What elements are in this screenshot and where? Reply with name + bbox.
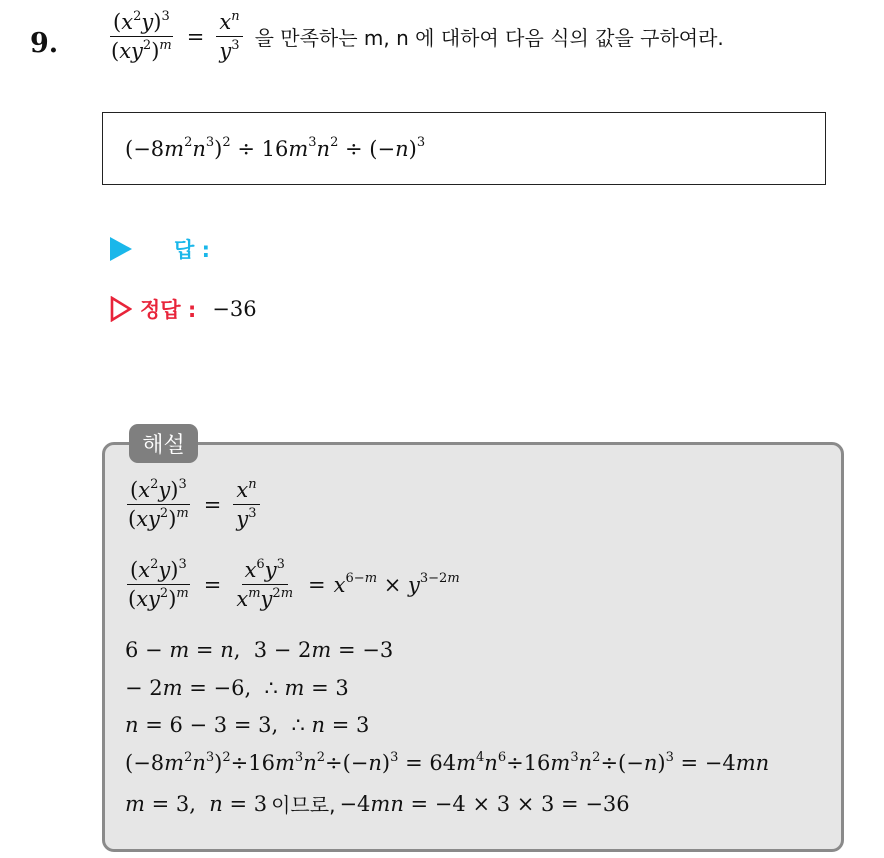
expression-text: $(-8m^2n^3)^2 \div 16m^3n^2 \div (-n)^3$ [125, 135, 426, 161]
solution-tab-label: 해설 [129, 424, 198, 463]
solution-line-2: $\frac{(x^2y)^3}{(xy^2)^m}$ = $\frac{x^6y^3}{x^my^{2m}}$ = $x^{6-m} \times y^{3-2m}$ [128, 556, 460, 612]
answer-row [110, 234, 210, 264]
solution-line-6: $(-8m^2n^3)^2\div 16m^3n^2\div(-n)^3 = 64m^4n^6\div 16m^3n^2\div(-n)^3 = -4mn$ [125, 749, 770, 775]
solution-line-5: n = 6 − 3 = 3, ∴ n = 3 [125, 713, 370, 737]
solution-line-1: $\frac{(x^2y)^3}{(xy^2)^m}$ = $\frac{x^n}{y^3}$ [125, 478, 264, 531]
condition-lhs-fraction: $\frac{(x^2y)^3}{(xy^2)^m}$ [111, 8, 172, 64]
correct-answer-row [110, 294, 257, 324]
correct-answer-value: −36 [212, 297, 257, 321]
solution-line-3: 6 − m = n, 3 − 2m = −3 [125, 638, 394, 662]
play-triangle-icon [110, 237, 132, 261]
answer-label: 답 : [174, 238, 210, 262]
solution-line-4: − 2m = −6, ∴ m = 3 [125, 676, 349, 700]
expression-box [102, 112, 826, 185]
question-text: 을 만족하는 m, n 에 대하여 다음 식의 값을 구하여라. [254, 26, 724, 51]
condition-rhs-fraction: $\frac{x^n}{y^3}$ [216, 10, 242, 63]
correct-answer-label: 정답 : [140, 298, 197, 322]
question-number: 9. [30, 28, 59, 59]
outline-triangle-icon [110, 296, 132, 322]
question-condition: $\frac{(x^2y)^3}{(xy^2)^m}$ = $\frac{x^n}{y^3}$ 을 만족하는 m, n 에 대하여 다음 식의 값을 구하여라. [104, 10, 724, 63]
solution-line-7: m = 3, n = 3 이므로, −4mn = −4 × 3 × 3 = −36 [125, 791, 630, 817]
